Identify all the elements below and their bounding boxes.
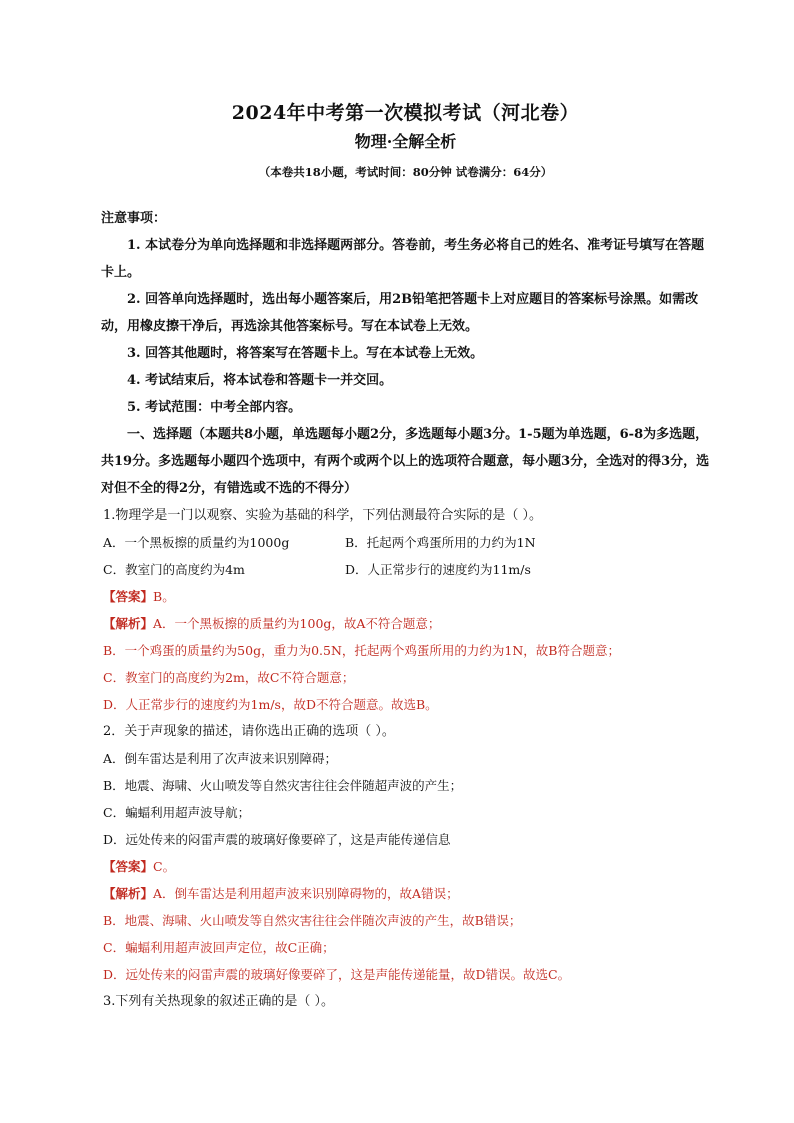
option-b: B．托起两个鸡蛋所用的力约为1N (345, 535, 536, 550)
answer-value: C。 (153, 859, 176, 874)
question-2-stem: 2．关于声现象的描述，请你选出正确的选项（ ）。 (103, 724, 395, 739)
analysis-line: A．一个黑板擦的质量约为100g，故A不符合题意； (153, 616, 441, 631)
analysis-line: C．蝙蝠利用超声波回声定位，故C正确； (103, 940, 335, 955)
notice-item: 5. 考试范围：中考全部内容。 (127, 400, 302, 415)
notice-item: 1. 本试卷分为单向选择题和非选择题两部分。答卷前，考生务必将自己的姓名、准考证号填写在答题卡上。 (101, 238, 705, 280)
question-1-answer (101, 583, 710, 610)
question-1-stem: 1.物理学是一门以观察、实验为基础的科学，下列估测最符合实际的是（ ）。 (103, 508, 543, 523)
analysis-line: B．一个鸡蛋的质量约为50g，重力为0.5N，托起两个鸡蛋所用的力约为1N，故B符合题意； (103, 643, 620, 658)
answer-tag: 【答案】 (103, 859, 154, 874)
analysis-line: D．人正常步行的速度约为1m/s，故D不符合题意。故选B。 (103, 697, 438, 712)
question-2-answer (101, 853, 710, 880)
section-heading: 一、选择题（本题共8小题，单选题每小题2分，多选题每小题3分。1-5题为单选题，6-8为多选题，共19分。多选题每小题四个选项中，有两个或两个以上的选项符合题意，每小题3分，全选对的得3分，选对但不全的得2分，有错选或不选的不得分） (101, 427, 710, 496)
notice-heading: 注意事项： (101, 211, 167, 226)
question-1-analysis (101, 610, 710, 637)
notice-item: 3. 回答其他题时，将答案写在答题卡上。写在本试卷上无效。 (127, 346, 484, 361)
question-2-analysis (101, 880, 710, 907)
analysis-line: B．地震、海啸、火山喷发等自然灾害往往会伴随次声波的产生，故B错误； (103, 913, 522, 928)
analysis-line: C．教室门的高度约为2m，故C不符合题意； (103, 670, 355, 685)
option-d: D．人正常步行的速度约为11m/s (345, 562, 531, 577)
option-c: C．教室门的高度约为4m (103, 562, 245, 577)
page-subtitle: 物理·全解全析 (354, 132, 457, 151)
question-1-options-row-2 (101, 556, 710, 583)
analysis-tag: 【解析】 (103, 616, 154, 631)
notice-item: 2. 回答单向选择题时，选出每小题答案后，用2B铅笔把答题卡上对应题目的答案标号涂黑。如需改动，用橡皮擦干净后，再选涂其他答案标号。写在本试卷上无效。 (101, 292, 699, 334)
exam-info: （本卷共18小题，考试时间：80分钟 试卷满分：64分） (258, 165, 553, 179)
option-b: B．地震、海啸、火山喷发等自然灾害往往会伴随超声波的产生； (103, 778, 463, 793)
analysis-tag: 【解析】 (103, 886, 154, 901)
answer-tag: 【答案】 (103, 589, 154, 604)
option-d: D．远处传来的闷雷声震的玻璃好像要碎了，这是声能传递信息 (103, 832, 451, 847)
analysis-line: D．远处传来的闷雷声震的玻璃好像要碎了，这是声能传递能量，故D错误。故选C。 (103, 967, 571, 982)
page-title: 2024年中考第一次模拟考试（河北卷） (231, 102, 580, 124)
option-c: C．蝙蝠利用超声波导航； (103, 805, 251, 820)
analysis-line: A．倒车雷达是利用超声波来识别障碍物的，故A错误； (153, 886, 459, 901)
option-a: A．倒车雷达是利用了次声波来识别障碍； (103, 751, 338, 766)
question-3-stem: 3.下列有关热现象的叙述正确的是（ ）。 (103, 994, 335, 1009)
notice-item: 4. 考试结束后，将本试卷和答题卡一并交回。 (127, 373, 393, 388)
answer-value: B。 (153, 589, 175, 604)
question-1-options-row-1 (101, 529, 710, 556)
option-a: A．一个黑板擦的质量约为1000g (103, 535, 290, 550)
